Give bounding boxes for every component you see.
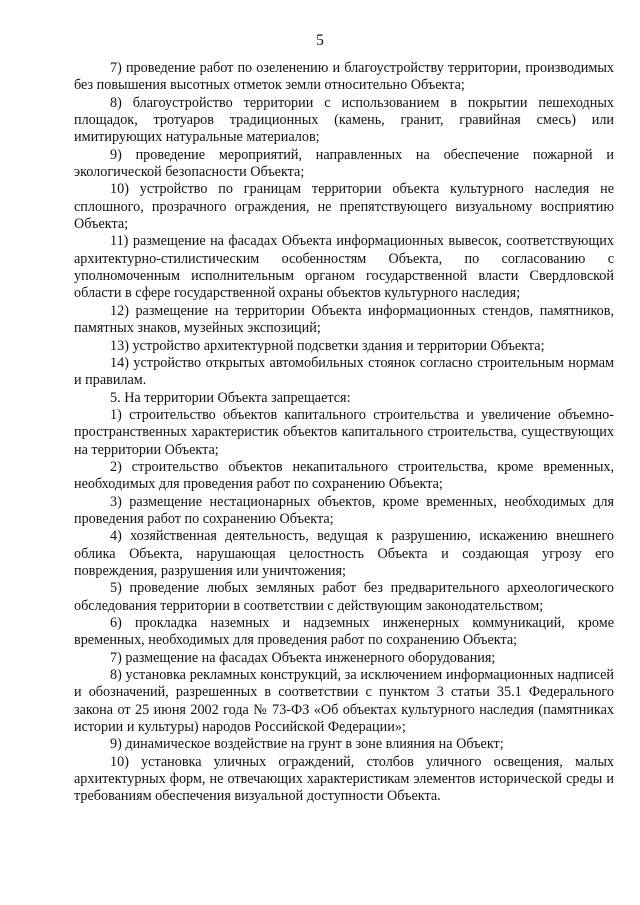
page-number: 5 — [316, 32, 324, 49]
prohibition-item-7: 7) размещение на фасадах Объекта инженерного оборудования; — [110, 649, 496, 666]
prohibition-item-6: 6) прокладка наземных и надземных инженерных коммуникаций, кроме временных, необходимых для проведения работ по сохранению Объекта; — [74, 615, 614, 649]
prohibition-item-1: 1) строительство объектов капитального строительства и увеличение объемно-пространственных характеристик объектов капитального строительства, существующих на территории Объекта; — [74, 406, 614, 458]
paragraph-item-12: 12) размещение на территории Объекта информационных стендов, памятников, памятных знаков, музейных экспозиций; — [74, 302, 614, 337]
prohibition-item-3: 3) размещение нестационарных объектов, кроме временных, необходимых для проведения работ по сохранению Объекта; — [74, 493, 614, 527]
paragraph-item-11: 11) размещение на фасадах Объекта информационных вывесок, соответствующих архитектурно-стилистическим особенностям Объекта, по согласованию с уполномоченным исполнительным органом государственной власти Свердловской области в сфере государственной охраны объектов культурного наследия; — [74, 233, 614, 302]
document-body — [74, 60, 614, 806]
paragraph-item-8: 8) благоустройство территории с использованием в покрытии пешеходных площадок, тротуаров традиционных (камень, гранит, гравийная смесь) или имитирующих натуральные материалов; — [74, 94, 614, 146]
paragraph-item-7: 7) проведение работ по озеленению и благоустройству территории, производимых без повышения высотных отметок земли относительно Объекта; — [74, 60, 614, 94]
prohibition-item-2: 2) строительство объектов некапитального строительства, кроме временных, необходимых для проведения работ по сохранению Объекта; — [74, 458, 614, 493]
prohibition-item-5: 5) проведение любых земляных работ без предварительного археологического обследования территории в соответствии с действующим законодательством; — [74, 580, 614, 614]
paragraph-item-13: 13) устройство архитектурной подсветки здания и территории Объекта; — [110, 337, 545, 354]
prohibition-item-4: 4) хозяйственная деятельность, ведущая к разрушению, искажению внешнего облика Объекта, нарушающая целостность Объекта и создающая угрозу его повреждения, разрушения или уничтожения; — [74, 528, 614, 579]
paragraph-item-10: 10) устройство по границам территории объекта культурного наследия не сплошного, прозрачного ограждения, не препятствующего визуальному восприятию Объекта; — [74, 181, 614, 233]
section-heading-5: 5. На территории Объекта запрещается: — [110, 389, 351, 406]
paragraph-item-9: 9) проведение мероприятий, направленных на обеспечение пожарной и экологической безопасности Объекта; — [74, 146, 614, 181]
prohibition-item-10: 10) установка уличных ограждений, столбов уличного освещения, малых архитектурных форм, не отвечающих характеристикам элементов исторической среды и требованиям обеспечения визуальной доступности Объекта. — [74, 753, 614, 805]
paragraph-item-14: 14) устройство открытых автомобильных стоянок согласно строительным нормам и правилам. — [74, 354, 614, 389]
prohibition-item-8: 8) установка рекламных конструкций, за исключением информационных надписей и обозначений, разрешенных в соответствии с пунктом 3 статьи 35.1 Федерального закона от 25 июня 2002 года № 73-ФЗ «Об объектах культурного наследия (памятниках истории и культуры) народов Российской Федерации»; — [74, 667, 614, 736]
prohibition-item-9: 9) динамическое воздействие на грунт в зоне влияния на Объект; — [110, 736, 504, 753]
